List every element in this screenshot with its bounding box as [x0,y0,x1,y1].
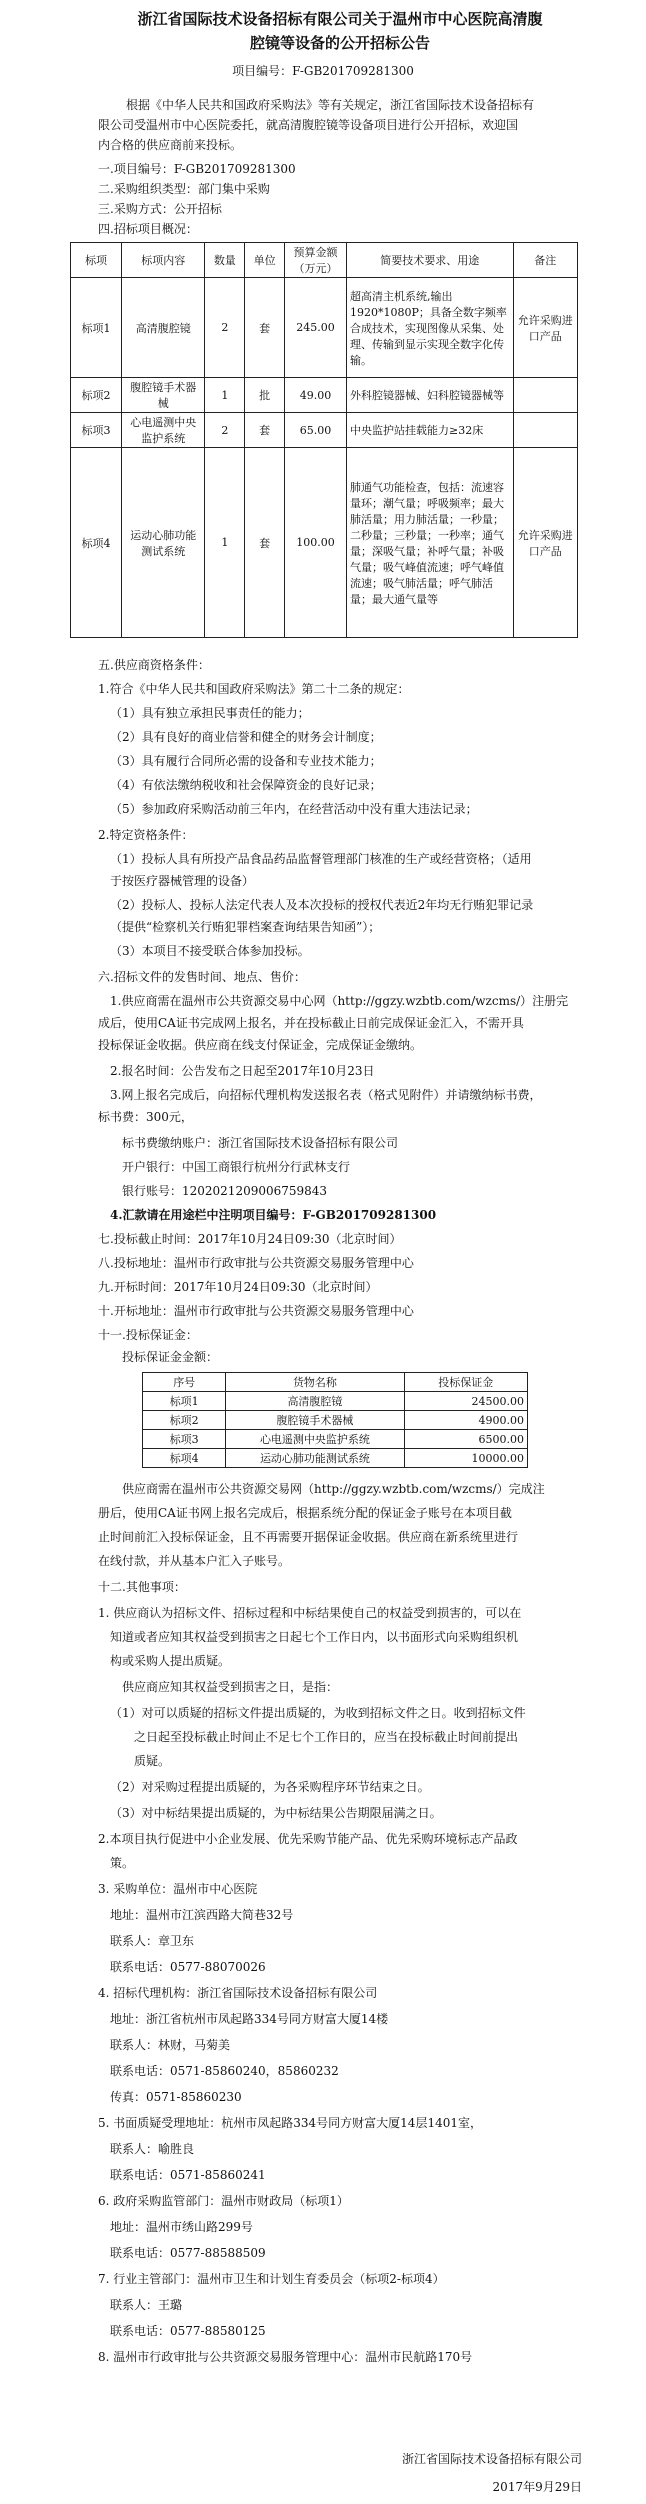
doc-sale-line: 2.报名时间：公告发布之日起至2017年10月23日 [110,1064,375,1078]
intro-line-1: 根据《中华人民共和国政府采购法》等有关规定，浙江省国际技术设备招标有 [126,98,535,112]
section-5-1: 1.符合《中华人民共和国政府采购法》第二十二条的规定： [98,682,410,696]
cell: 高清腹腔镜 [226,1392,404,1411]
cell: 外科腔镜器械、妇科腔镜器械等 [347,378,514,413]
special-qual-line: （1）投标人具有所投产品食品药品监督管理部门核准的生产或经营资格；（适用 [110,852,532,866]
doc-sale-line: 1.供应商需在温州市公共资源交易中心网（http://ggzy.wzbtb.com/wzcms/）注册完 [110,994,569,1008]
doc-sale-line: 标书费缴纳账户：浙江省国际技术设备招标有限公司 [122,1136,399,1150]
table-row [71,378,578,413]
signature-date: 2017年9月29日 [492,2480,582,2494]
cell: 245.00 [284,278,346,378]
section-5: 五.供应商资格条件： [98,658,210,672]
intro-line-3: 内合格的供应商前来投标。 [98,138,243,152]
other-line: 之日起至投标截止时间止不足七个工作日的，应当在投标截止时间前提出 [134,1730,519,1744]
other-line: 5. 书面质疑受理地址：杭州市凤起路334号同方财富大厦14层1401室， [98,2116,482,2130]
section-6: 六.招标文件的发售时间、地点、售价： [98,970,306,984]
col-header: 序号 [143,1373,226,1392]
other-line: 联系电话：0577-88580125 [110,2324,266,2338]
cell: 2 [205,413,245,448]
intro-line-2: 限公司受温州市中心医院委托，就高清腹腔镜等设备项目进行公开招标，欢迎国 [98,118,519,132]
doc-sale-line: 银行账号：1202021209006759843 [122,1184,328,1198]
other-line: 联系人：章卫东 [110,1934,195,1948]
remittance-note: 4.汇款请在用途栏中注明项目编号：F-GB201709281300 [110,1208,437,1222]
cell: 标项2 [143,1411,226,1430]
cell: 标项3 [143,1430,226,1449]
col-header: 数量 [205,243,245,278]
other-line: （3）对中标结果提出质疑的，为中标结果公告期限届满之日。 [110,1806,442,1820]
other-line: 地址：温州市江滨西路大简巷32号 [110,1908,294,1922]
cell: 10000.00 [404,1449,527,1468]
cell: 运动心肺功能测试系统 [226,1449,404,1468]
col-header: 简要技术要求、用途 [347,243,514,278]
cell [513,413,577,448]
special-qual-line: （提供“检察机关行贿犯罪档案查询结果告知函”）； [110,920,381,934]
cell: 49.00 [284,378,346,413]
deposit-label: 投标保证金金额： [122,1350,219,1364]
special-qual-line: （3）本项目不接受联合体参加投标。 [110,944,310,958]
table-row [71,278,578,378]
qual-item: （5）参加政府采购活动前三年内，在经营活动中没有重大违法记录； [110,802,478,816]
other-line: 地址：浙江省杭州市凤起路334号同方财富大厦14楼 [110,2012,389,2026]
cell: 1 [205,448,245,638]
doc-sale-line: 开户银行：中国工商银行杭州分行武林支行 [122,1160,351,1174]
title-line-2: 腔镜等设备的公开招标公告 [249,34,430,52]
cell: 标项2 [71,378,122,413]
other-line: 4. 招标代理机构：浙江省国际技术设备招标有限公司 [98,1986,378,2000]
section-8: 八.投标地址：温州市行政审批与公共资源交易服务管理中心 [98,1256,414,1270]
cell: 1 [205,378,245,413]
qual-item: （2）具有良好的商业信誉和健全的财务会计制度； [110,730,382,744]
other-line: 联系人：喻胜良 [110,2142,195,2156]
col-header: 货物名称 [226,1373,404,1392]
cell: 4900.00 [404,1411,527,1430]
section-4: 四.招标项目概况： [98,222,198,236]
cell: 允许采购进口产品 [513,448,577,638]
col-header: 投标保证金 [404,1373,527,1392]
cell: 24500.00 [404,1392,527,1411]
cell: 标项1 [71,278,122,378]
other-line: 联系电话：0571-85860240，85860232 [110,2064,339,2078]
other-line: （2）对采购过程提出质疑的，为各采购程序环节结束之日。 [110,1780,430,1794]
cell: 套 [245,278,285,378]
cell: 100.00 [284,448,346,638]
doc-sale-line: 投标保证金收据。供应商在线支付保证金，完成保证金缴纳。 [98,1038,423,1052]
col-header: 单位 [245,243,285,278]
other-line: 联系人：王璐 [110,2298,183,2312]
cell: 肺通气功能检查，包括：流速容量环；潮气量；呼吸频率；最大肺活量；用力肺活量；一秒量；二秒量；三秒量；一秒率；通气量；深吸气量；补呼气量；补吸气量；吸气峰值流速；呼气峰值流速；吸气肺活量；呼气肺活量；最大通气量等 [347,448,514,638]
cell: 允许采购进口产品 [513,278,577,378]
other-line: 质疑。 [134,1754,171,1768]
qual-item: （3）具有履行合同所必需的设备和专业技术能力； [110,754,382,768]
table-row [71,448,578,638]
section-2: 二.采购组织类型：部门集中采购 [98,182,270,196]
table-row [71,413,578,448]
other-line: 地址：温州市绣山路299号 [110,2220,253,2234]
cell: 6500.00 [404,1430,527,1449]
other-line: 传真：0571-85860230 [110,2090,242,2104]
cell: 运动心肺功能测试系统 [122,448,205,638]
cell: 超高清主机系统,输出1920*1080P；具备全数字频率合成技术，实现图像从采集、处理、传输到显示实现全数字化传输。 [347,278,514,378]
other-line: 联系电话：0577-88070026 [110,1960,266,1974]
section-7: 七.投标截止时间：2017年10月24日09:30（北京时间） [98,1232,402,1246]
other-line: 7. 行业主管部门：温州市卫生和计划生育委员会（标项2-标项4） [98,2272,445,2286]
title-line-1: 浙江省国际技术设备招标有限公司关于温州市中心医院高清腹 [137,10,543,28]
deposit-table [142,1372,528,1468]
col-header: 备注 [513,243,577,278]
section-10: 十.开标地址：温州市行政审批与公共资源交易服务管理中心 [98,1304,414,1318]
section-9: 九.开标时间：2017年10月24日09:30（北京时间） [98,1280,378,1294]
special-qual-line: 于按医疗器械管理的设备） [110,874,255,888]
table-row [143,1449,528,1468]
section-3: 三.采购方式：公开招标 [98,202,222,216]
other-line: 策。 [110,1856,135,1870]
other-line: 联系电话：0577-88588509 [110,2246,266,2260]
cell: 套 [245,448,285,638]
other-line: 6. 政府采购监管部门：温州市财政局（标项1） [98,2194,349,2208]
signature-org: 浙江省国际技术设备招标有限公司 [401,2452,582,2466]
doc-sale-line: 标书费：300元， [98,1110,193,1124]
special-qual-line: （2）投标人、投标人法定代表人及本次投标的授权代表近2年均无行贿犯罪记录 [110,898,534,912]
other-line: 3. 采购单位：温州市中心医院 [98,1882,258,1896]
table-row [143,1392,528,1411]
table-row [143,1411,528,1430]
cell: 批 [245,378,285,413]
cell: 心电遥测中央监护系统 [226,1430,404,1449]
cell: 标项4 [71,448,122,638]
qual-item: （1）具有独立承担民事责任的能力； [110,706,310,720]
cell: 65.00 [284,413,346,448]
section-1: 一.项目编号：F-GB201709281300 [98,162,296,176]
deposit-text-line: 止时间前汇入投标保证金，且不再需要开据保证金收据。供应商在新系统里进行 [98,1530,519,1544]
cell [513,378,577,413]
cell: 心电遥测中央监护系统 [122,413,205,448]
section-12: 十二.其他事项： [98,1580,186,1594]
other-line: 联系电话：0571-85860241 [110,2168,266,2182]
doc-sale-line: 成后，使用CA证书完成网上报名，并在投标截止日前完成保证金汇入，不需开具 [98,1016,524,1030]
deposit-text-line: 供应商需在温州市公共资源交易网（http://ggzy.wzbtb.com/wzcms/）完成注 [122,1482,545,1496]
other-line: 联系人：林财，马菊美 [110,2038,231,2052]
cell: 腹腔镜手术器械 [122,378,205,413]
project-table [70,242,578,638]
deposit-text-line: 在线付款，并从基本户汇入子账号。 [98,1554,291,1568]
deposit-text-line: 册后，使用CA证书网上报名完成后，根据系统分配的保证金子账号在本项目截 [98,1506,512,1520]
table-header-row [143,1373,528,1392]
cell: 套 [245,413,285,448]
other-line: （1）对可以质疑的招标文件提出质疑的，为收到招标文件之日。收到招标文件 [110,1706,526,1720]
table-row [143,1430,528,1449]
cell: 高清腹腔镜 [122,278,205,378]
other-line: 构或采购人提出质疑。 [110,1654,231,1668]
qual-item: （4）有依法缴纳税收和社会保障资金的良好记录； [110,778,382,792]
cell: 中央监护站挂载能力≥32床 [347,413,514,448]
cell: 腹腔镜手术器械 [226,1411,404,1430]
section-11: 十一.投标保证金： [98,1328,198,1342]
cell: 2 [205,278,245,378]
project-number: 项目编号：F-GB201709281300 [232,64,414,78]
col-header: 标项内容 [122,243,205,278]
other-line: 供应商应知其权益受到损害之日，是指： [122,1680,339,1694]
cell: 标项3 [71,413,122,448]
table-header-row [71,243,578,278]
other-line: 8. 温州市行政审批与公共资源交易服务管理中心：温州市民航路170号 [98,2350,473,2364]
other-line: 2.本项目执行促进中小企业发展、优先采购节能产品、优先采购环境标志产品政 [98,1832,518,1846]
cell: 标项1 [143,1392,226,1411]
col-header: 标项 [71,243,122,278]
doc-sale-line: 3.网上报名完成后，向招标代理机构发送报名表（格式见附件）并请缴纳标书费， [110,1088,542,1102]
col-header: 预算金额（万元） [284,243,346,278]
other-line: 1. 供应商认为招标文件、招标过程和中标结果使自己的权益受到损害的，可以在 [98,1606,522,1620]
cell: 标项4 [143,1449,226,1468]
other-line: 知道或者应知其权益受到损害之日起七个工作日内，以书面形式向采购组织机 [110,1630,519,1644]
section-5-2: 2.特定资格条件： [98,828,194,842]
